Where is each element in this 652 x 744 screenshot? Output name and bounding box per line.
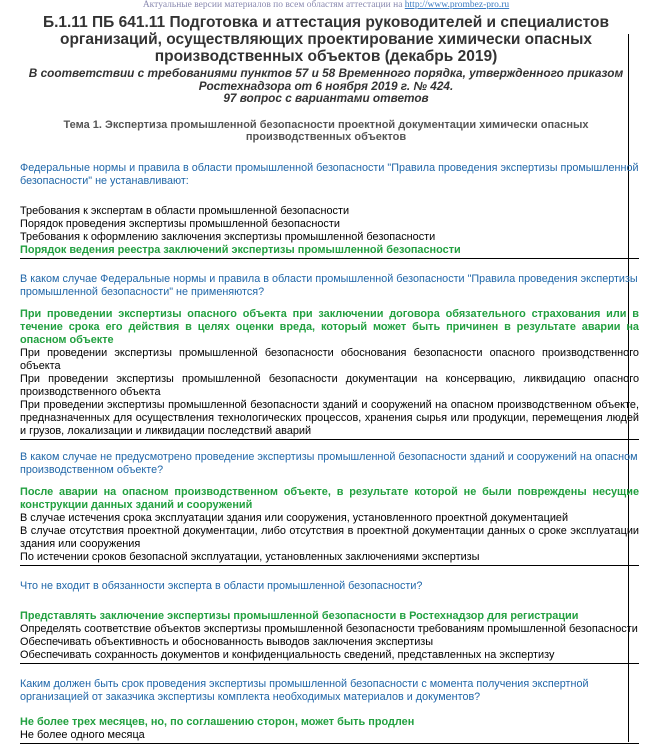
question-text: Федеральные нормы и правила в области промышленной безопасности "Правила проведения экспертизы промышленной безопасности" не устанавливают: xyxy=(20,161,639,187)
answer-option: По истечении сроков безопасной эксплуатации, установленных заключениями экспертизы xyxy=(20,550,480,563)
answer-option: Требования к оформлению заключения экспертизы промышленной безопасности xyxy=(20,230,436,243)
document-subtitle xyxy=(14,67,638,105)
question-block xyxy=(20,451,639,566)
answer-option: Требования к экспертам в области промышленной безопасности xyxy=(20,204,350,217)
correct-answer: После аварии на опасном производственном объекте, в результате которой не были повреждены несущие конструкции данных зданий и сооружений xyxy=(20,485,639,511)
document-page xyxy=(0,10,652,744)
answer-option: При проведении экспертизы промышленной безопасности обоснования безопасности опасного производственного объекта xyxy=(20,346,639,372)
subtitle-line: 97 вопрос с вариантами ответов xyxy=(223,91,429,105)
answer-option: При проведении экспертизы промышленной безопасности документации на консервацию, ликвидацию опасного производственного объекта xyxy=(20,372,639,398)
answer-option: Не более одного месяца xyxy=(20,728,145,741)
question-text: В каком случае Федеральные нормы и правила в области промышленной безопасности "Правила проведения экспертизы промышленной безопасности" не применяются? xyxy=(20,272,638,298)
answer-option: При проведении экспертизы промышленной безопасности зданий и сооружений на опасном производственном объекте, предназначенных для осуществления технологических процессов, хранения сырья или продукции, перемещения людей и грузов, локализации и ликвидации последствий аварий xyxy=(20,398,639,437)
answer-list xyxy=(20,308,639,440)
banner-link[interactable]: http://www.prombez-pro.ru xyxy=(404,0,510,10)
question-block xyxy=(20,678,639,744)
question-block xyxy=(20,273,639,440)
answer-option: В случае истечения срока эксплуатации здания или сооружения, установленного проектной документацией xyxy=(20,511,569,524)
banner-text: Актуальные версии материалов по всем областям аттестации на xyxy=(142,0,403,10)
subtitle-line: В соответствии с требованиями пунктов 57 и 58 Временного порядка, утвержденного приказом xyxy=(28,66,624,80)
correct-answer: Представлять заключение экспертизы промышленной безопасности в Ростехнадзор для регистрации xyxy=(20,609,579,622)
answer-option: В случае отсутствия проектной документации, либо отсутствия в проектной документации данных о сроке эксплуатации здания или сооружения xyxy=(20,524,639,550)
topic-heading: Тема 1. Экспертиза промышленной безопасности проектной документации химически опасных производственных объектов xyxy=(63,118,589,143)
document-title: Б.1.11 ПБ 641.11 Подготовка и аттестация руководителей и специалистов организаций, осуществляющих проектирование химически опасных производственных объектов (декабрь 2019) xyxy=(42,14,610,65)
question-list xyxy=(20,162,639,744)
correct-answer: Порядок ведения реестра заключений экспертизы промышленной безопасности xyxy=(20,243,461,256)
correct-answer: Не более трех месяцев, но, по соглашению сторон, может быть продлен xyxy=(20,715,415,728)
answer-list xyxy=(20,486,639,566)
answer-list xyxy=(20,610,639,664)
question-text: В каком случае не предусмотрено проведение экспертизы промышленной безопасности зданий и сооружений на опасном производственном объекте? xyxy=(20,450,638,476)
answer-option: Определять соответствие объектов экспертизы промышленной безопасности требованиям промышленной безопасности xyxy=(20,622,638,635)
answer-list xyxy=(20,205,639,259)
answer-option: Порядок проведения экспертизы промышленной безопасности xyxy=(20,217,340,230)
question-block xyxy=(20,162,639,259)
answer-option: Обеспечивать объективность и обоснованность выводов заключения экспертизы xyxy=(20,635,434,648)
correct-answer: При проведении экспертизы опасного объекта при заключении договора обязательного страхования или в течение срока его действия в целях оценки вреда, который может быть причинен в результате аварии на опасном объекте xyxy=(20,307,639,346)
question-text: Каким должен быть срок проведения экспертизы промышленной безопасности с момента получения экспертной организацией от заказчика экспертизы комплекта необходимых материалов и документов? xyxy=(20,677,589,703)
question-text: Что не входит в обязанности эксперта в области промышленной безопасности? xyxy=(20,579,423,592)
answer-option: Обеспечивать сохранность документов и конфиденциальность сведений, представленных на экспертизу xyxy=(20,648,555,661)
subtitle-line: Ростехнадзора от 6 ноября 2019 г. № 424. xyxy=(198,78,454,93)
question-block xyxy=(20,580,639,664)
answer-list xyxy=(20,716,639,744)
